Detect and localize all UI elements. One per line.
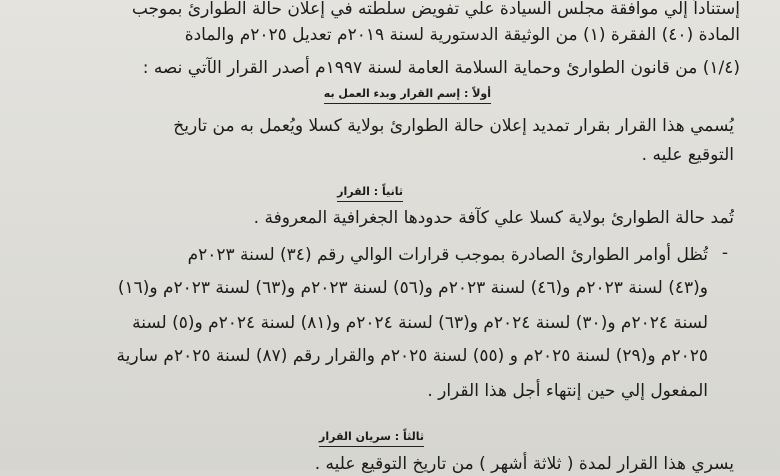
preamble-line-1: إستناداً إلي موافقة مجلس السيادة علي تفويض سلطته في إعلان حالة الطوارئ بموجب [131, 0, 740, 19]
section-2-line-2: تُظل أوامر الطوارئ الصادرة بموجب قرارات الوالي رقم (٣٤) لسنة ٢٠٢٣م [187, 245, 708, 265]
preamble-line-2: المادة (٤٠) الفقرة (١) من الوثيقة الدستورية لسنة ٢٠١٩م تعديل ٢٠٢٥م والمادة [184, 25, 740, 45]
preamble-line-3: (١/٤) من قانون الطوارئ وحماية السلامة العامة لسنة ١٩٩٧م أصدر القرار الآتي نصه : [142, 58, 740, 78]
bullet-dash: - [721, 243, 728, 263]
section-2-line-1: تُمد حالة الطوارئ بولاية كسلا علي كآفة حدودها الجغرافية المعروفة . [253, 208, 734, 228]
section-3-heading: ثالثاً : سريان القرار [319, 429, 424, 447]
section-3-line-1: يسري هذا القرار لمدة ( ثلاثة أشهر ) من تاريخ التوقيع عليه . [314, 454, 734, 474]
section-1-line-2: التوقيع عليه . [641, 145, 734, 165]
section-1-line-1: يُسمي هذا القرار بقرار تمديد إعلان حالة الطوارئ بولاية كسلا ويُعمل به من تاريخ [173, 116, 734, 136]
section-1-heading: أولاً : إسم القرار وبدء العمل به [324, 86, 491, 104]
section-2-line-5: ٢٠٢٥م و(٢٩) لسنة ٢٠٢٥م و (٥٥) لسنة ٢٠٢٥م والقرار رقم (٨٧) لسنة ٢٠٢٥م سارية [116, 346, 708, 366]
section-2-line-3: و(٤٣) لسنة ٢٠٢٣م و(٤٦) لسنة ٢٠٢٣م و(٥٦) لسنة ٢٠٢٣م و(٦٣) لسنة ٢٠٢٣م و(١٦) [117, 278, 708, 298]
section-2-heading: ثانياً : القرار [337, 184, 403, 202]
section-2-line-4: لسنة ٢٠٢٤م و(٣٠) لسنة ٢٠٢٤م و(٦٣) لسنة ٢٠٢٤م و(٨١) لسنة ٢٠٢٤م و(٥) لسنة [132, 313, 708, 333]
section-2-line-6: المفعول إلي حين إنتهاء أجل هذا القرار . [427, 381, 708, 401]
